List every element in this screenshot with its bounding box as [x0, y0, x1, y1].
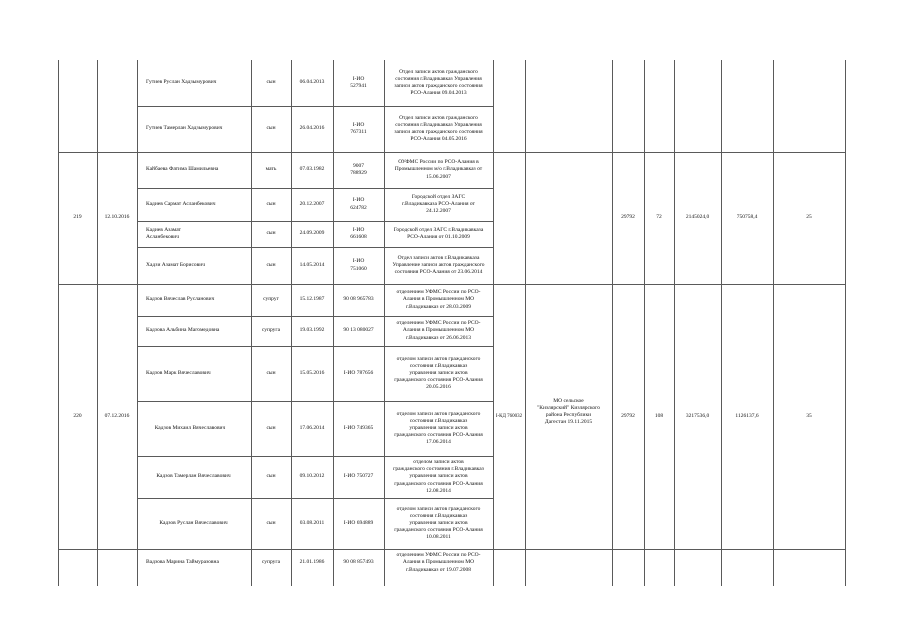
person-name: Вадзова Марина Таймуразовна	[146, 559, 219, 566]
birth-date: 03.08.2011	[299, 519, 325, 526]
value-2: 72	[656, 214, 662, 221]
issued-by: Городской отдел ЗАГС г.Владикавказа РСО-Алания от 01.10.2009	[393, 226, 484, 240]
relation: сын	[266, 261, 276, 268]
value-1: 29792	[621, 413, 635, 420]
col-rule	[493, 60, 494, 586]
record-date: 07.12.2016	[104, 413, 130, 420]
issued-by: Отдел записи актов гражданского состояния г.Владикавказ Управления записи актов гражданского состояния РСО-Алания 09.04.2013	[394, 68, 483, 97]
relation: сын	[266, 519, 276, 526]
relation: сын	[266, 230, 276, 237]
document-number: I-ИО 751060	[350, 258, 367, 272]
person-name: Гутиев Тамерлан Хадзымурович	[146, 125, 223, 132]
relation: сын	[266, 473, 276, 480]
record-number: 220	[73, 413, 82, 420]
birth-date: 09.10.2012	[299, 473, 325, 480]
document-number: I-ИО 787656	[343, 369, 374, 376]
document-number: 9007 788929	[350, 162, 367, 176]
issued-by: отделением УФМС России по РСО- Алания в Промышленном МО г.Владикавказ от 19.07.2008	[396, 552, 481, 573]
birth-date: 20.12.2007	[299, 200, 325, 207]
person-name: Кадзов Марк Вячеславович	[146, 369, 211, 376]
person-name: Кадиев Азамат Асланбекович	[146, 226, 181, 240]
value-5: 25	[806, 214, 812, 221]
birth-date: 06.04.2013	[299, 79, 325, 86]
value-5: 35	[806, 413, 812, 420]
value-2: 108	[654, 413, 664, 420]
birth-date: 21.01.1986	[299, 559, 325, 566]
document-number: 90 08 965783	[343, 296, 374, 303]
col-rule	[525, 60, 526, 586]
issued-by: ОУФМС России по РСО-Алания в Промышленном м/о г.Владикавказ от 15.06.2007	[394, 159, 483, 180]
value-4: 1126137,6	[735, 413, 759, 420]
issued-by: отделом записи актов гражданского состояния г.Владикавказ управления записи актов гражданского состояния РСО-Алания 20.05.2016	[394, 355, 483, 391]
birth-date: 15.12.1987	[299, 296, 325, 303]
document-number: I-ИО 767311	[350, 121, 367, 135]
value-4: 750758,4	[736, 214, 758, 221]
col-rule	[58, 60, 59, 586]
document-number: I-ИО 624782	[350, 197, 367, 211]
relation: супруга	[261, 559, 281, 566]
document-number: I-ИО 749365	[343, 424, 374, 431]
issued-by: Отдел записи актов гражданского состояния г.Владикавказ Управления записи актов гражданского состояния РСО-Алания 04.05.2016	[394, 114, 483, 143]
value-3: 3217536,0	[685, 413, 710, 420]
issued-by: Городской отдел ЗАГС г.Владикавказа РСО-Алания от 24.12.2007	[402, 193, 475, 215]
col-rule	[674, 60, 675, 586]
birth-date: 24.09.2009	[299, 230, 325, 237]
birth-date: 14.05.2014	[299, 261, 325, 268]
relation: мать	[265, 166, 277, 173]
document-number: 90 08 857493	[343, 559, 374, 566]
issued-by: отделом записи актов гражданского состояния г.Владикавказ управления записи актов гражданского состояния РСО-Алания 12.08.2014	[393, 459, 484, 494]
person-name: Кадзова Альбина Магомедовна	[146, 327, 220, 334]
relation: сын	[266, 424, 276, 431]
relation: сын	[266, 79, 276, 86]
certificate-number: I-КД 760032	[495, 413, 523, 419]
birth-date: 17.06.2014	[299, 424, 325, 431]
person-name: Гутиев Руслан Хадзымурович	[146, 79, 217, 86]
person-name: Кадзов Тамерлан Вячеславович	[156, 473, 231, 480]
birth-date: 15.05.2016	[299, 369, 325, 376]
person-name: Кадзов Михаил Вячеславович	[154, 424, 226, 431]
issuing-organization: МО сельское "Кизлярский" Кизлярского района Республики Дагестан 19.11.2015	[537, 397, 600, 426]
issued-by: Отдел записи актов г.Владикавказа Управление записи актов гражданского состояния РСО-Алания от 23.06.2014	[392, 254, 485, 276]
relation: сын	[266, 125, 276, 132]
issued-by: отделением УФМС России по РСО- Алания в Промышленном МО г.Владикавказ от 26.06.2013	[396, 320, 481, 341]
birth-date: 26.04.2016	[299, 125, 325, 132]
value-1: 29792	[621, 214, 635, 221]
col-rule	[644, 60, 645, 586]
col-rule	[721, 60, 722, 586]
record-number: 219	[73, 214, 82, 221]
issued-by: отделом записи актов гражданского состояния г.Владикавказ управления записи актов гражданского состояния РСО-Алания 10.08.2011	[394, 505, 483, 541]
document-number: I-ИО 694889	[343, 519, 374, 526]
col-rule	[612, 60, 613, 586]
relation: супруг	[263, 296, 279, 303]
person-name: Кадиев Сармат Асланбекович	[146, 200, 216, 207]
person-name: Кадзов Руслан Вячеславович	[159, 519, 228, 526]
col-rule	[773, 60, 774, 586]
record-date: 12.10.2016	[104, 214, 130, 221]
issued-by: отделением УФМС России по РСО- Алания в Промышленном МО г.Владикавказ от 28.03.2009	[396, 289, 481, 310]
col-rule	[97, 60, 98, 586]
relation: сын	[266, 200, 276, 207]
document-number: 90 13 080027	[343, 327, 374, 334]
issued-by: отделом записи актов гражданского состояния г.Владикавказ управления записи актов гражданского состояния РСО-Алания 17.06.2014	[394, 410, 483, 446]
birth-date: 07.03.1982	[299, 166, 325, 173]
document-number: I-ИО 527941	[350, 75, 367, 89]
value-3: 2145024,0	[685, 214, 710, 221]
person-name: Кайбаева Фатима Шамильевна	[146, 166, 219, 173]
col-rule	[845, 60, 846, 586]
person-name: Хадзи Азамат Борисович	[146, 261, 205, 268]
birth-date: 19.03.1992	[299, 327, 325, 334]
document-number: I-ИО 750727	[343, 473, 374, 480]
relation: супруга	[261, 327, 281, 334]
relation: сын	[266, 369, 276, 376]
person-name: Кадзов Вячеслав Русланович	[146, 296, 215, 303]
document-number: I-ИО 661608	[350, 226, 367, 240]
